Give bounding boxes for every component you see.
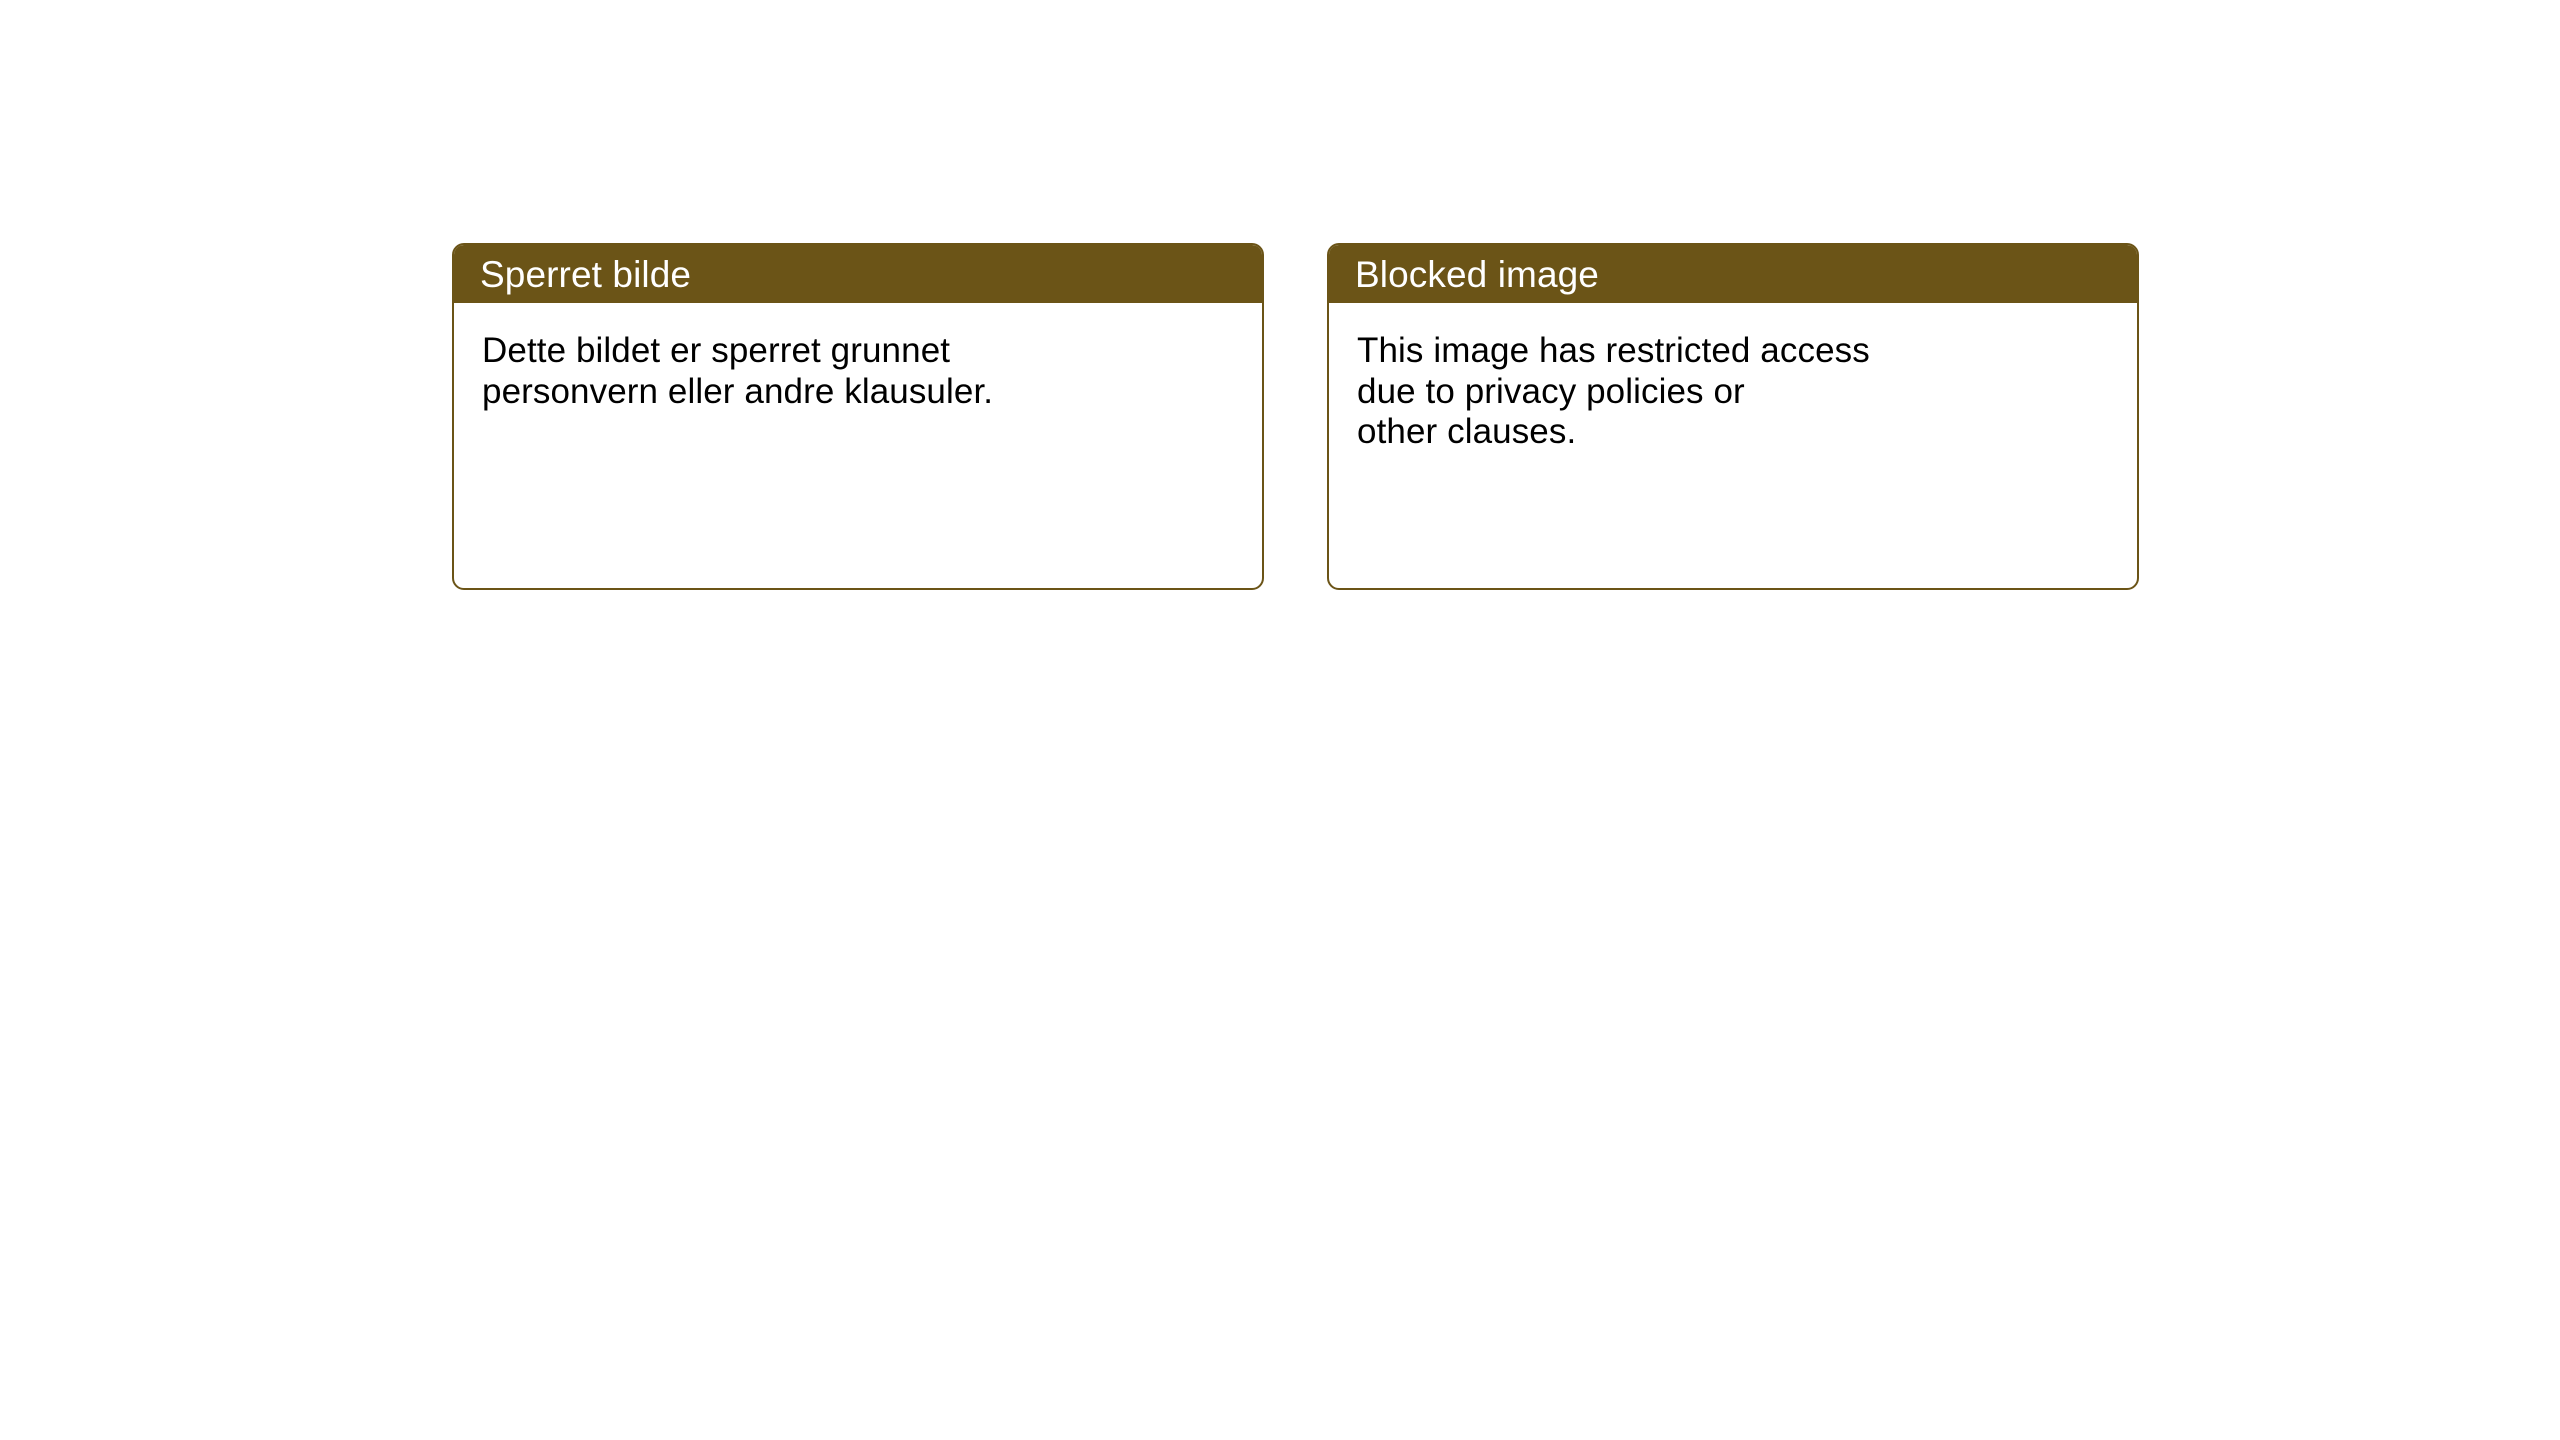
card-header-english [1329, 245, 2137, 303]
card-body-english [1329, 303, 2137, 588]
card-title-english: Blocked image [1355, 253, 1599, 295]
card-message-english: This image has restricted access due to privacy policies or other clauses. [1357, 331, 1870, 452]
blocked-image-card-english [1327, 243, 2139, 590]
card-header-norwegian [454, 245, 1262, 303]
card-body-norwegian [454, 303, 1262, 588]
blocked-image-card-norwegian [452, 243, 1264, 590]
card-message-norwegian: Dette bildet er sperret grunnet personvern eller andre klausuler. [482, 331, 994, 411]
blocked-image-notices [452, 243, 2139, 590]
card-title-norwegian: Sperret bilde [480, 253, 692, 295]
